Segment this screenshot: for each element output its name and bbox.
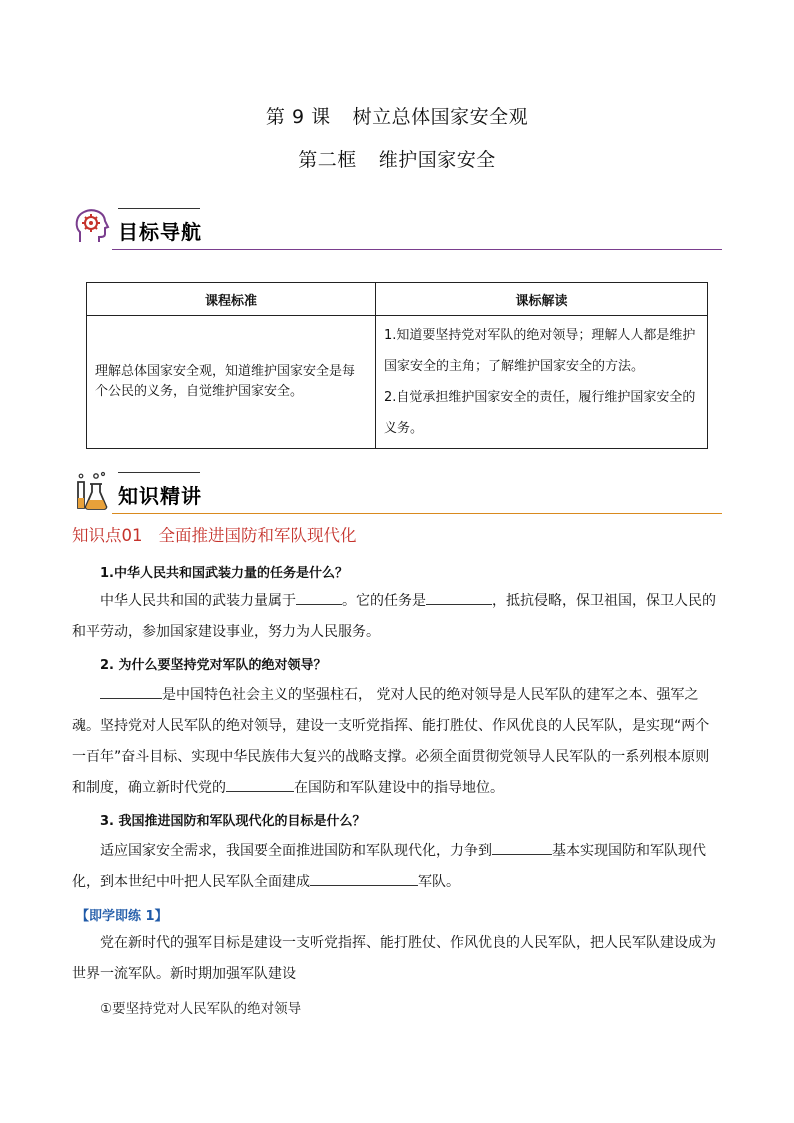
answer-text: ，抵抗侵略，保卫祖国，保卫人民的和平劳动，参加国家建设事业，努力为人民服务。 xyxy=(72,593,716,640)
lesson-title xyxy=(0,102,794,129)
answer-text: 在国防和军队建设中的指导地位。 xyxy=(294,780,504,796)
question-1: 1.中华人民共和国武装力量的任务是什么？ xyxy=(100,566,348,581)
section-title: 目标导航 xyxy=(118,220,202,244)
fill-blank[interactable] xyxy=(226,777,294,792)
answer-text: 是中国特色社会主义的坚强柱石， 党对人民的绝对领导是人民军队的建军之本、强军之魂。坚持党对人民军队的绝对领导，建设一支听党指挥、能打胜仗、作风优良的人民军队，是实现“两个一百年”奋斗目标、实现中华民族伟大复兴的战略支撑。必须全面贯彻党领导人民军队的一系列根本原则和制度，确立新时代党的 xyxy=(72,687,710,796)
fill-blank[interactable] xyxy=(100,684,162,699)
lab-flask-icon xyxy=(72,470,112,510)
interpretation-item: 2.自觉承担维护国家安全的责任，履行维护国家安全的义务。 xyxy=(384,390,696,436)
table-header-standard: 课程标准 xyxy=(87,283,376,316)
frame-number: 第二框 xyxy=(298,149,357,171)
section-title: 知识精讲 xyxy=(118,484,202,508)
section-divider xyxy=(112,249,722,250)
answer-text: 军队。 xyxy=(418,874,460,890)
knowledge-point-heading xyxy=(72,522,357,546)
header-top-rule xyxy=(118,472,200,473)
knowledge-point-title: 全面推进国防和军队现代化 xyxy=(158,526,357,545)
table-header-interpretation: 课标解读 xyxy=(376,283,708,316)
fill-blank[interactable] xyxy=(296,590,342,605)
brain-gear-icon xyxy=(72,206,112,246)
standards-table xyxy=(86,282,708,449)
answer-3 xyxy=(72,836,722,898)
section-header-goals xyxy=(72,206,722,250)
fill-blank[interactable] xyxy=(492,840,552,855)
practice-option: ①要坚持党对人民军队的绝对领导 xyxy=(100,1001,302,1017)
frame-name: 维护国家安全 xyxy=(378,149,496,171)
answer-2 xyxy=(72,680,722,804)
answer-text: 适应国家安全需求，我国要全面推进国防和军队现代化，力争到 xyxy=(100,843,492,859)
frame-title xyxy=(0,145,794,172)
fill-blank[interactable] xyxy=(426,590,492,605)
lesson-name: 树立总体国家安全观 xyxy=(352,106,529,128)
standard-cell: 理解总体国家安全观，知道维护国家安全是每个公民的义务，自觉维护国家安全。 xyxy=(87,316,376,449)
question-3: 3. 我国推进国防和军队现代化的目标是什么？ xyxy=(100,814,366,829)
question-2: 2. 为什么要坚持党对军队的绝对领导？ xyxy=(100,658,327,673)
section-divider xyxy=(112,513,722,514)
section-header-knowledge xyxy=(72,470,722,514)
fill-blank[interactable] xyxy=(310,871,418,886)
answer-text: 。它的任务是 xyxy=(342,593,426,609)
answer-1 xyxy=(72,586,722,648)
answer-text: 基本实现国防和军队现代化，到本世纪中叶把人民军队全面建成 xyxy=(72,843,706,890)
answer-text: 中华人民共和国的武装力量属于 xyxy=(100,593,296,609)
practice-question: 党在新时代的强军目标是建设一支听党指挥、能打胜仗、作风优良的人民军队，把人民军队建设成为世界一流军队。新时期加强军队建设 xyxy=(72,935,716,982)
header-top-rule xyxy=(118,208,200,209)
lesson-number: 第 9 课 xyxy=(265,106,331,128)
interpretation-cell xyxy=(376,316,708,449)
interpretation-item: 1.知道要坚持党对军队的绝对领导；理解人人都是维护国家安全的主角；了解维护国家安全的方法。 xyxy=(384,328,696,374)
practice-tag: 【即学即练 1】 xyxy=(76,909,168,924)
knowledge-point-number: 知识点01 xyxy=(72,526,143,545)
